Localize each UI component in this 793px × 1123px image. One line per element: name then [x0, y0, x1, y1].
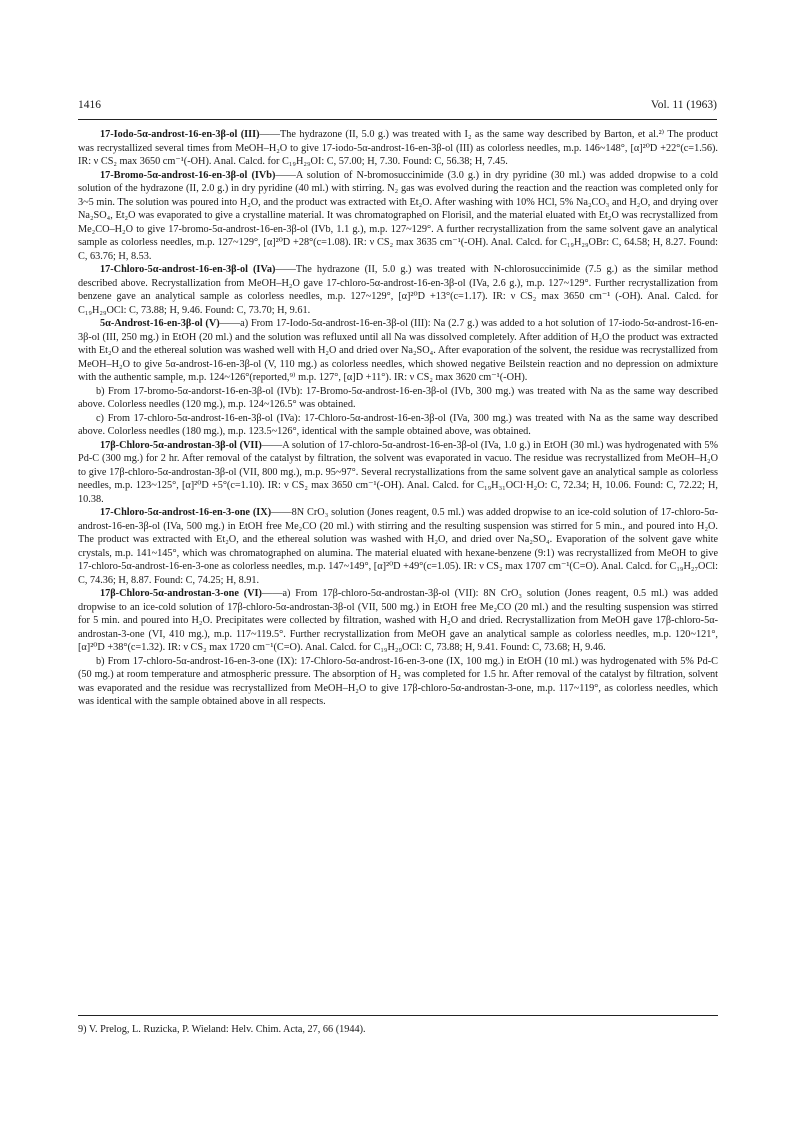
article-body: [78, 128, 718, 709]
paragraph-iodo: 17-Iodo-5α-androst-16-en-3β-ol (III)——The hydrazone (II, 5.0 g.) was treated with I₂ as the same way described by Barton, et al.²⁾ The product was recrystallized several times from MeOH–H₂O to give 17-iodo-5α-androst-16-en-3β-ol (III) as colorless needles, m.p. 146~148°, [α]²⁰D +22°(c=1.56). IR: ν CS₂ max 3650 cm⁻¹(-OH). Anal. Calcd. for C₁₉H₂₉OI: C, 57.00; H, 7.30. Found: C, 56.38; H, 7.45.: [78, 129, 718, 167]
paragraph-bromo: 17-Bromo-5α-androst-16-en-3β-ol (IVb)——A solution of N-bromosuccinimide (3.0 g.) in dry pyridine (30 ml.) was added dropwise to a cold solution of the hydrazone (II, 2.0 g.) in dry pyridine (40 ml.) with stirring. N₂ gas was evolved during the reaction and the reaction was completed only for 3~5 min. The solution was poured into H₂O, and the product was extracted with Et₂O. After washing with 10% HCl, 5% Na₂CO₃ and H₂O, and drying over Na₂SO₄, Et₂O was evaporated to give a crystalline material. It was chromatographed on Florisil, and the material eluated with Et₂O was recrystallized from Me₂CO–H₂O to give 17-bromo-5α-androst-16-en-3β-ol (IVb, 1.1 g.), m.p. 127~129°. A further recrystallization from the same solvent gave an analytical sample as colorless needles, m.p. 127~129°, [α]²⁰D +28°(c=1.08). IR: ν CS₂ max 3635 cm⁻¹(-OH). Anal. Calcd. for C₁₉H₂₉OBr: C, 64.58; H, 8.27. Found: C, 63.76; H, 8.53.: [78, 169, 718, 262]
header-rule: [78, 119, 717, 120]
page-number: 1416: [78, 99, 101, 111]
footnote-rule: [78, 1015, 718, 1016]
paragraph-androstenol-c: c) From 17-chloro-5α-androst-16-en-3β-ol (IVa): 17-Chloro-5α-androst-16-en-3β-ol (IVa, 300 mg.) was treated with Na as the same way described above. Colorless needles (180 mg.), m.p. 123.5~126°, identical with the sample obtained above, was obtained.: [78, 412, 718, 437]
volume-label: Vol. 11 (1963): [650, 99, 717, 111]
page-header: [78, 97, 717, 113]
compound-heading: 17-Bromo-5α-androst-16-en-3β-ol (IVb): [100, 169, 276, 181]
paragraph-chloroandrostenone: 17-Chloro-5α-androst-16-en-3-one (IX)——8N CrO₃ solution (Jones reagent, 0.5 ml.) was added dropwise to an ice-cold solution of 17-chloro-5α-androst-16-en-3β-ol (IVa, 500 mg.) in EtOH free Me₂CO (20 ml.) with stirring and the resulting suspension was stirred for 5 min., and poured into H₂O. The product was extracted with Et₂O, and the ethereal solution was washed with H₂O, and dried over Na₂SO₄. Evaporation of the solvent gave white crystals, m.p. 141~145°, which was chromatographed on alumina. The material eluated with hexane-benzene (9:1) was recrystallized from MeOH to give 17-chloro-5α-androst-16-en-3-one as colorless needles, m.p. 147~149°, [α]²⁰D +49°(c=1.05). IR: ν CS₂ max 1707 cm⁻¹(C=O). Anal. Calcd. for C₁₉H₂₇OCl: C, 74.36; H, 8.87. Found: C, 74.25; H, 8.91.: [78, 507, 718, 586]
compound-heading: 17-Chloro-5α-androst-16-en-3β-ol (IVa): [100, 264, 276, 275]
paragraph-chloroandrostanone-a: 17β-Chloro-5α-androstan-3-one (VI)——a) From 17β-chloro-5α-androstan-3β-ol (VII): 8N CrO₃ solution (Jones reagent, 0.5 ml.) was added dropwise to an ice-cold solution of 17β-chloro-5α-androstan-3β-ol (VII, 500 mg.) in EtOH free Me₂CO (20 ml.) and the resulting suspension was stirred for 5 min. and poured into H₂O. Precipitates were collected by filtration, washed with H₂O and dried. Recrystallization from MeOH gave 17β-chloro-5α-androstan-3-one (VI, 410 mg.), m.p. 117~119.5°. Further recrystallization from MeOH gave an analytical sample as colorless needles, m.p. 120~121°, [α]²⁰D +38°(c=1.32). IR: ν CS₂ max 1720 cm⁻¹(C=O). Anal. Calcd. for C₁₉H₂₉OCl: C, 73.88; H, 9.41. Found: C, 73.68; H, 9.46.: [78, 588, 718, 653]
paragraph-chloro: 17-Chloro-5α-androst-16-en-3β-ol (IVa)——The hydrazone (II, 5.0 g.) was treated with N-chlorosuccinimide (7.5 g.) as the similar method described above. Recrystallization from MeOH–H₂O gave 17-chloro-5α-androst-16-en-3β-ol (IVa, 2.6 g.), m.p. 127~129°. Further recrystallization from benzene gave an analytical sample as colorless needles, m.p. 127~129°, [α]²⁰D +13°(c=1.17). IR: ν CS₂ max 3650 cm⁻¹ (-OH). Anal. Calcd. for C₁₉H₂₉OCl: C, 73.88; H, 9.46. Found: C, 73.70; H, 9.61.: [78, 264, 719, 316]
paragraph-chloroandrostanone-b: b) From 17-chloro-5α-androst-16-en-3-one (IX): 17-Chloro-5α-androst-16-en-3-one (IX, 100 mg.) in EtOH (10 ml.) was hydrogenated with 5% Pd-C (50 mg.) at room temperature and atmospheric pressure. The absorption of H₂ was completed for 1.5 hr. After removal of the catalyst by filtration, solvent was evaporated and the residue was recrystallized from MeOH–H₂O to give 17β-chloro-5α-androstan-3-one, m.p. 117~119°, as colorless needles, which was identical with the sample obtained above in all respects.: [78, 655, 718, 707]
footnote: 9) V. Prelog, L. Ruzicka, P. Wieland: Helv. Chim. Acta, 27, 66 (1944).: [78, 1024, 366, 1035]
paragraph-androstenol-b: b) From 17-bromo-5α-andorst-16-en-3β-ol (IVb): 17-Bromo-5α-androst-16-en-3β-ol (IVb, 300 mg.) was treated with Na as the same way described above. Colorless needles (120 mg.), m.p. 124~126.5° was obtained.: [78, 385, 718, 410]
compound-heading: 17-Iodo-5α-androst-16-en-3β-ol (III): [100, 129, 260, 140]
paragraph-chloroandrostanol: 17β-Chloro-5α-androstan-3β-ol (VII)——A solution of 17-chloro-5α-androst-16-en-3β-ol (IVa, 1.0 g.) in EtOH (30 ml.) was hydrogenated with 5% Pd-C (300 mg.) for 2 hr. After removal of the catalyst by filtration, the solvent was evaporated in vacuo. The residue was recrystallized from MeOH–H₂O to give 17β-chloro-5α-androstan-3β-ol (VII, 800 mg.), m.p. 95~97°. Several recrystallizations from the same solvent gave an analytical sample as colorless needles, m.p. 123~125°, [α]²⁰D +5°(c=1.10). IR: ν CS₂ max 3650 cm⁻¹(-OH). Anal. Calcd. for C₁₉H₃₁OCl·H₂O: C, 72.34; H, 10.06. Found: C, 72.22; H, 10.38.: [78, 439, 719, 505]
paragraph-androstenol-a: 5α-Androst-16-en-3β-ol (V)——a) From 17-Iodo-5α-androst-16-en-3β-ol (III): Na (2.7 g.) was added to a hot solution of 17-iodo-5α-androst-16-en-3β-ol (III, 250 mg.) in EtOH (20 ml.) and the solution was refluxed until all Na was dissolved completely. After addition of H₂O the product was extracted with Et₂O and the ethereal solution was washed well with H₂O and dried over Na₂SO₄. After evaporation of the solvent, the residue was recrystallized from MeOH–H₂O to give 5α-androst-16-en-3β-ol (V, 110 mg.) as colorless needles, which showed negative Beilstein reaction and no depression on admixture with the authentic sample, m.p. 124~126°(reported,⁹⁾ m.p. 127°, [α]D +11°). IR: ν CS₂ max 3620 cm⁻¹(-OH).: [78, 318, 718, 383]
compound-heading: 17-Chloro-5α-androst-16-en-3-one (IX): [100, 507, 272, 518]
compound-heading: 17β-Chloro-5α-androstan-3β-ol (VII): [100, 439, 262, 451]
compound-heading: 5α-Androst-16-en-3β-ol (V): [100, 318, 220, 329]
compound-heading: 17β-Chloro-5α-androstan-3-one (VI): [100, 588, 262, 599]
